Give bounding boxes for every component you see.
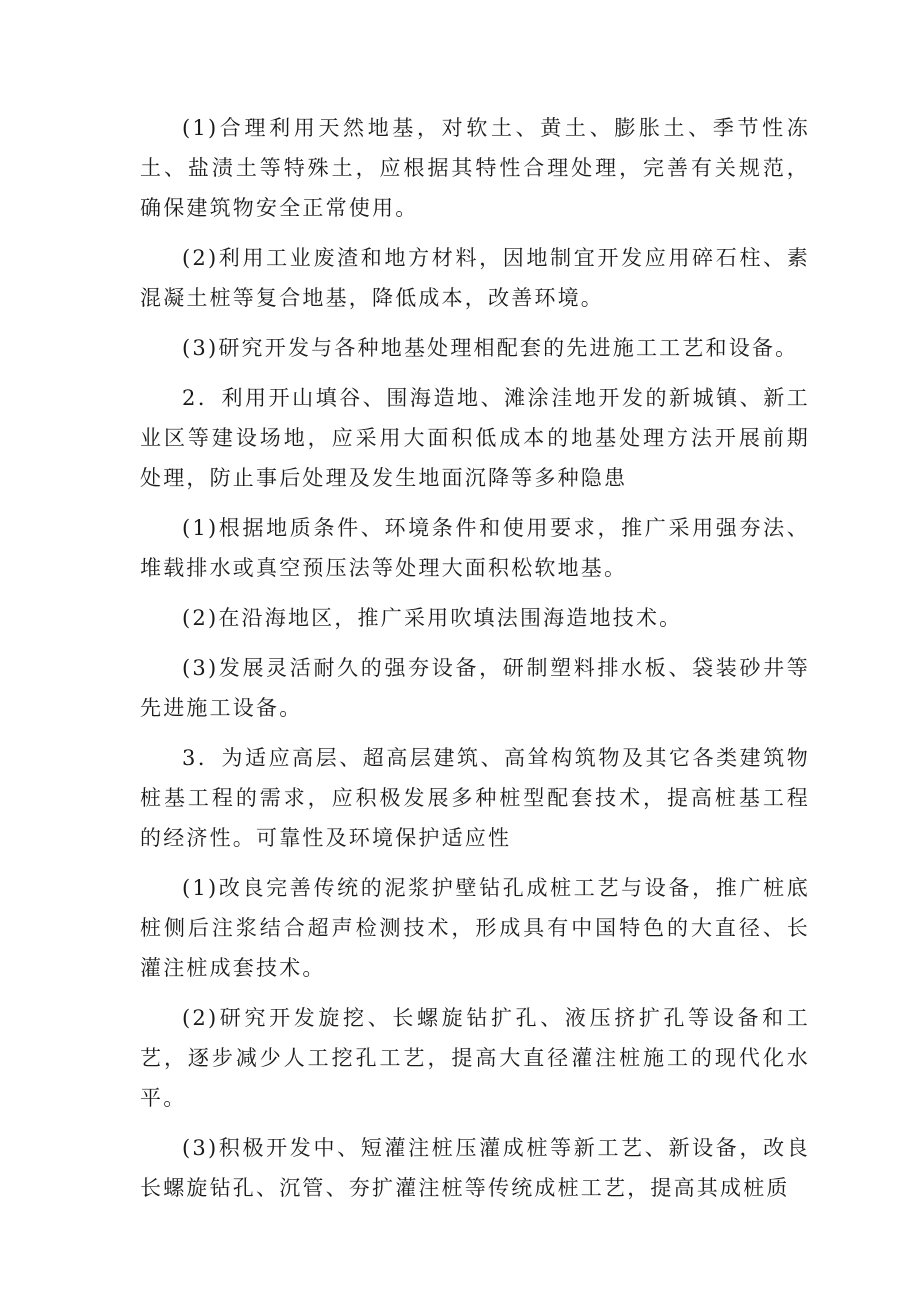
paragraph: (3)研究开发与各种地基处理相配套的先进施工工艺和设备。 [182, 336, 799, 360]
document-body [140, 108, 810, 1218]
paragraph: (1)根据地质条件、环境条件和使用要求，推广采用强夯法、堆载排水或真空预压法等处理大面积松软地基。 [140, 516, 810, 580]
paragraph: 2．利用开山填谷、围海造地、滩涂洼地开发的新城镇、新工业区等建设场地，应采用大面积低成本的地基处理方法开展前期处理，防止事后处理及发生地面沉降等多种隐患 [140, 386, 810, 490]
paragraph: (1)合理利用天然地基，对软土、黄土、膨胀土、季节性冻土、盐渍土等特殊土，应根据其特性合理处理，完善有关规范，确保建筑物安全正常使用。 [140, 116, 810, 220]
paragraph: (2)利用工业废渣和地方材料，因地制宜开发应用碎石柱、素混凝土桩等复合地基，降低成本，改善环境。 [140, 246, 810, 310]
paragraph: (3)发展灵活耐久的强夯设备，研制塑料排水板、袋装砂井等先进施工设备。 [140, 656, 810, 720]
paragraph: 3．为适应高层、超高层建筑、高耸构筑物及其它各类建筑物桩基工程的需求，应积极发展多种桩型配套技术，提高桩基工程的经济性。可靠性及环境保护适应性 [140, 746, 810, 850]
paragraph: (1)改良完善传统的泥浆护壁钻孔成桩工艺与设备，推广桩底桩侧后注浆结合超声检测技术，形成具有中国特色的大直径、长灌注桩成套技术。 [140, 876, 810, 980]
paragraph: (2)在沿海地区，推广采用吹填法围海造地技术。 [182, 606, 683, 630]
paragraph: (3)积极开发中、短灌注桩压灌成桩等新工艺、新设备，改良长螺旋钻孔、沉管、夯扩灌注桩等传统成桩工艺，提高其成桩质 [140, 1136, 810, 1200]
paragraph: (2)研究开发旋挖、长螺旋钻扩孔、液压挤扩孔等设备和工艺，逐步减少人工挖孔工艺，提高大直径灌注桩施工的现代化水平。 [140, 1006, 810, 1110]
